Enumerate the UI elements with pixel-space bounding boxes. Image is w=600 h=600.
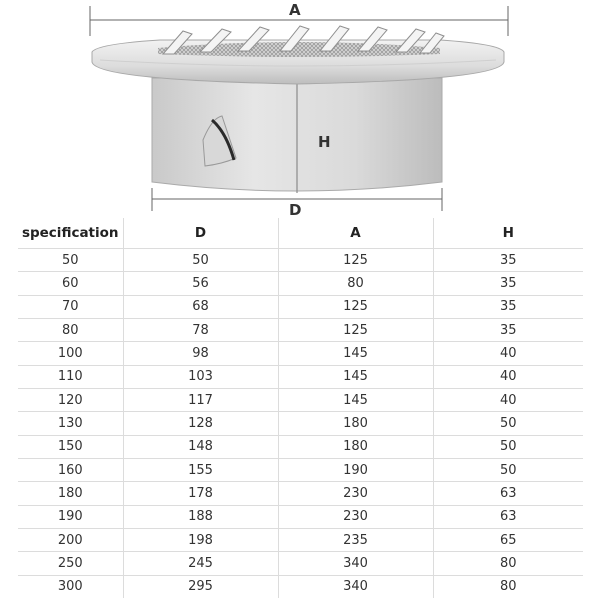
header-d: D [123, 218, 278, 249]
table-row [18, 412, 583, 435]
table-cell-h: 35 [433, 272, 583, 295]
table-cell-spec: 50 [18, 249, 123, 272]
table-row [18, 482, 583, 505]
table-cell-a: 180 [278, 412, 433, 435]
product-diagram [0, 0, 600, 218]
table-cell-h: 35 [433, 249, 583, 272]
table-row [18, 575, 583, 598]
table-cell-spec: 190 [18, 505, 123, 528]
specification-table [18, 218, 583, 598]
table-cell-h: 40 [433, 365, 583, 388]
table-row [18, 529, 583, 552]
table-cell-h: 40 [433, 389, 583, 412]
table-cell-a: 190 [278, 459, 433, 482]
header-a: A [278, 218, 433, 249]
table-cell-h: 80 [433, 552, 583, 575]
table-cell-spec: 80 [18, 319, 123, 342]
header-specification: specification [18, 218, 123, 249]
table-cell-h: 50 [433, 459, 583, 482]
table-cell-spec: 70 [18, 295, 123, 318]
table-cell-d: 148 [123, 435, 278, 458]
table-row [18, 295, 583, 318]
table-cell-d: 50 [123, 249, 278, 272]
table-cell-a: 230 [278, 505, 433, 528]
table-cell-h: 63 [433, 482, 583, 505]
table-cell-spec: 120 [18, 389, 123, 412]
table-cell-spec: 180 [18, 482, 123, 505]
table-cell-h: 35 [433, 295, 583, 318]
table-cell-a: 340 [278, 575, 433, 598]
table-cell-spec: 250 [18, 552, 123, 575]
table-cell-d: 155 [123, 459, 278, 482]
table-cell-spec: 150 [18, 435, 123, 458]
table-cell-a: 125 [278, 249, 433, 272]
table-cell-spec: 160 [18, 459, 123, 482]
vent-illustration [0, 0, 600, 218]
header-h: H [433, 218, 583, 249]
table-row [18, 505, 583, 528]
table-cell-a: 145 [278, 389, 433, 412]
table-row [18, 272, 583, 295]
table-cell-d: 245 [123, 552, 278, 575]
table-row [18, 319, 583, 342]
table-cell-d: 198 [123, 529, 278, 552]
table-cell-d: 188 [123, 505, 278, 528]
table-cell-spec: 200 [18, 529, 123, 552]
table-cell-spec: 300 [57, 579, 83, 595]
table-cell-h: 35 [433, 319, 583, 342]
table-cell-spec: 60 [18, 272, 123, 295]
table-row [18, 459, 583, 482]
table-cell-d: 98 [123, 342, 278, 365]
table-cell-d: 78 [123, 319, 278, 342]
table-cell-a: 340 [278, 552, 433, 575]
dimension-h-label: H [318, 133, 331, 151]
table-cell-h: 65 [433, 529, 583, 552]
table-row [18, 365, 583, 388]
table-cell-h: 63 [433, 505, 583, 528]
table-cell-h: 50 [433, 412, 583, 435]
table-cell-a: 145 [278, 365, 433, 388]
vent-pipe [152, 78, 442, 193]
table-cell-h: 40 [433, 342, 583, 365]
table-cell-a: 180 [278, 435, 433, 458]
table-cell-d: 128 [123, 412, 278, 435]
table-row [18, 552, 583, 575]
table-cell-a: 235 [278, 529, 433, 552]
table-row [18, 249, 583, 272]
dimension-d-label: D [289, 201, 302, 219]
table-cell-d: 295 [123, 575, 278, 598]
table-row [18, 342, 583, 365]
table-cell-spec: 100 [18, 342, 123, 365]
table-cell-a: 230 [278, 482, 433, 505]
table-cell-d: 117 [123, 389, 278, 412]
table-cell-d: 68 [123, 295, 278, 318]
table-row [18, 389, 583, 412]
table-row [18, 435, 583, 458]
table-cell-a: 125 [278, 295, 433, 318]
table-cell-d: 103 [123, 365, 278, 388]
table-cell-a: 80 [278, 272, 433, 295]
table-cell-d: 178 [123, 482, 278, 505]
table-cell-spec: 130 [18, 412, 123, 435]
table-cell-h: 80 [433, 575, 583, 598]
table-cell-d: 56 [123, 272, 278, 295]
table-header-row [18, 218, 583, 249]
table-cell-a: 145 [278, 342, 433, 365]
dimension-a-label: A [289, 1, 301, 19]
table-body [18, 249, 583, 599]
table-cell-a: 125 [278, 319, 433, 342]
table-cell-h: 50 [433, 435, 583, 458]
table-cell-spec: 110 [18, 365, 123, 388]
